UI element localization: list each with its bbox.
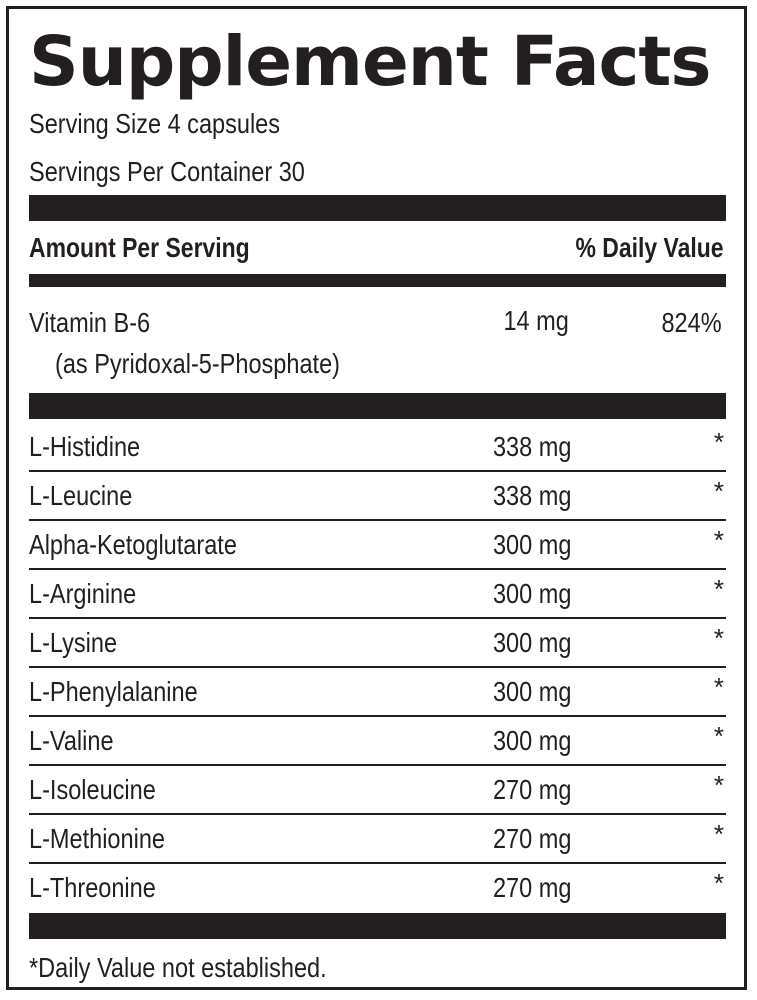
ingredient-row: [29, 423, 726, 472]
ingredient-row: [29, 766, 726, 815]
ingredient-name: L-Methionine: [29, 823, 165, 854]
ingredient-row: [29, 619, 726, 668]
ingredient-amount: 270 mg: [492, 774, 571, 805]
ingredient-amount: 300 mg: [492, 578, 571, 609]
ingredient-daily-value: *: [713, 623, 724, 653]
amount-per-serving-header: Amount Per Serving: [29, 232, 250, 263]
servings-per-container: Servings Per Container 30: [29, 156, 305, 187]
thick-divider-middle: [29, 393, 726, 419]
supplement-facts-panel: [6, 6, 747, 990]
ingredient-daily-value: *: [713, 819, 724, 849]
ingredient-name: L-Leucine: [29, 480, 133, 511]
ingredient-amount: 300 mg: [492, 725, 571, 756]
vitamin-daily-value: 824%: [661, 307, 722, 338]
thick-divider-bottom: [29, 913, 726, 939]
vitamin-amount: 14 mg: [503, 305, 569, 336]
ingredient-amount: 300 mg: [492, 627, 571, 658]
ingredient-name: L-Threonine: [29, 872, 156, 903]
ingredient-name: L-Phenylalanine: [29, 676, 198, 707]
ingredient-name: L-Arginine: [29, 578, 137, 609]
ingredient-name: L-Isoleucine: [29, 774, 156, 805]
ingredient-row: [29, 717, 726, 766]
daily-value-header: % Daily Value: [575, 232, 724, 263]
ingredient-amount: 338 mg: [492, 431, 571, 462]
ingredient-row: [29, 668, 726, 717]
ingredient-amount: 300 mg: [492, 529, 571, 560]
ingredient-daily-value: *: [713, 525, 724, 555]
vitamin-name: Vitamin B-6: [29, 307, 151, 338]
ingredient-name: L-Lysine: [29, 627, 118, 658]
ingredient-amount: 300 mg: [492, 676, 571, 707]
serving-size: Serving Size 4 capsules: [29, 108, 281, 139]
ingredient-row: [29, 815, 726, 864]
ingredient-row: [29, 864, 726, 913]
ingredient-name: L-Valine: [29, 725, 114, 756]
medium-divider: [29, 274, 726, 287]
ingredient-daily-value: *: [713, 574, 724, 604]
ingredient-daily-value: *: [713, 427, 724, 457]
ingredient-daily-value: *: [713, 770, 724, 800]
thick-divider-top: [29, 195, 726, 221]
panel-title: Supplement Facts: [29, 22, 711, 102]
ingredient-daily-value: *: [713, 672, 724, 702]
ingredient-row: [29, 570, 726, 619]
ingredient-daily-value: *: [713, 868, 724, 898]
ingredient-amount: 270 mg: [492, 872, 571, 903]
ingredient-amount: 270 mg: [492, 823, 571, 854]
vitamin-form: (as Pyridoxal-5-Phosphate): [55, 348, 340, 379]
ingredient-row: [29, 472, 726, 521]
ingredient-amount: 338 mg: [492, 480, 571, 511]
ingredient-name: Alpha-Ketoglutarate: [29, 529, 237, 560]
ingredient-daily-value: *: [713, 721, 724, 751]
ingredient-row: [29, 521, 726, 570]
ingredient-name: L-Histidine: [29, 431, 141, 462]
ingredient-daily-value: *: [713, 476, 724, 506]
footnote: *Daily Value not established.: [29, 952, 327, 983]
